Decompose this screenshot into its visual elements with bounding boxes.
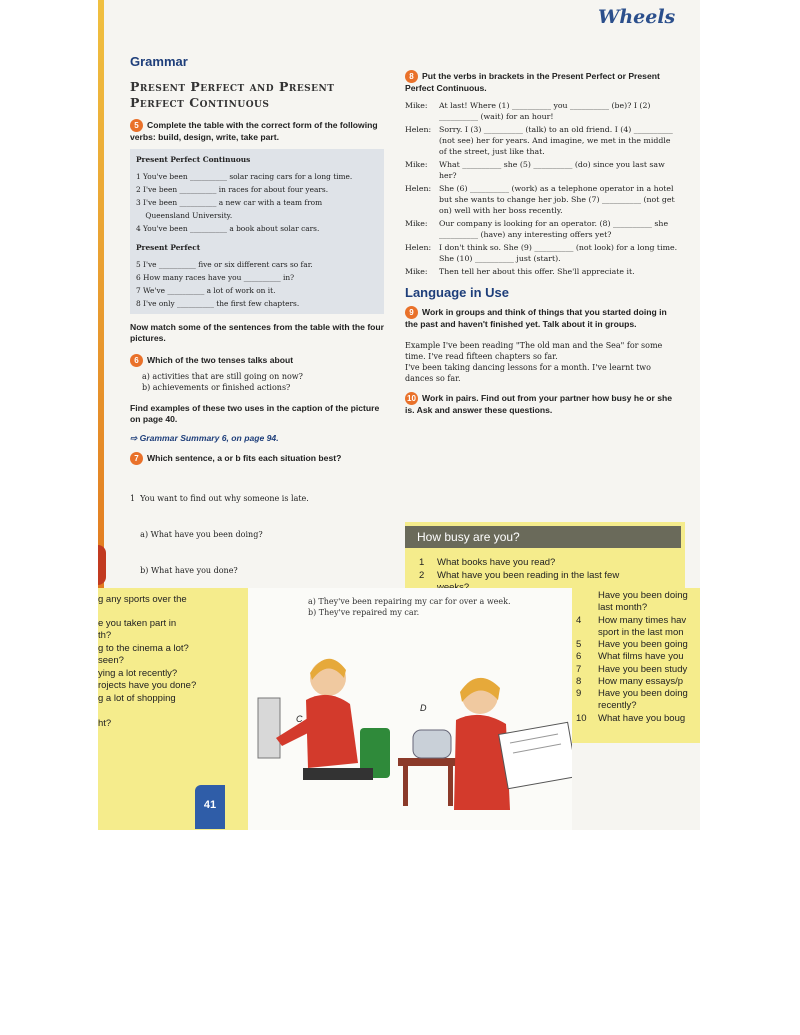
speaker: Helen:: [405, 243, 432, 252]
list-item: a) What have you been doing?: [130, 530, 263, 539]
list-item: 1 You want to find out why someone is late.: [130, 494, 309, 503]
table-heading: Present Perfect Continuous: [136, 155, 251, 164]
right-column: [405, 70, 680, 420]
person-c-figure: [258, 659, 390, 780]
item-number: 1: [419, 557, 425, 568]
table-row: 5 I've __________ five or six different cars so far.: [136, 260, 313, 269]
strip-text: rojects have you done?: [98, 680, 197, 691]
picture-label-c: C: [296, 714, 303, 724]
item-text: How many essays/p: [598, 676, 684, 687]
item-text: How many times hav: [598, 615, 687, 626]
speaker: Mike:: [405, 160, 428, 169]
table-row: 8 I've only __________ the first few chapters.: [136, 299, 300, 308]
exercise-7: [130, 452, 385, 465]
dialogue: [405, 100, 680, 277]
page-edge-stripe: [98, 0, 104, 590]
list-item: [576, 713, 685, 725]
example-text-2: I've been taking dancing lessons for a month. I've learnt two dances so far.: [405, 363, 651, 383]
item-number: 5: [576, 639, 582, 650]
table-row: 6 How many races have you __________ in?: [136, 273, 295, 282]
tense-title-line1: Present Perfect and Present: [130, 79, 335, 94]
unit-title: Wheels: [598, 6, 676, 28]
strip-text: ht?: [98, 718, 112, 729]
summary-text: Grammar Summary 6, on page 94.: [139, 433, 279, 443]
item-number: 9: [576, 688, 582, 699]
speaker: Helen:: [405, 125, 432, 134]
option-b: b) They've repaired my car.: [308, 608, 420, 617]
item-number: 4: [576, 615, 582, 626]
dialogue-line: [405, 159, 680, 181]
strip-text: e you taken part in: [98, 618, 177, 629]
item-text: last month?: [598, 602, 648, 613]
list-item: [576, 590, 688, 602]
exercise-instruction: Work in pairs. Find out from your partner how busy he or she is. Ask and answer these questions.: [405, 393, 673, 415]
table-row: 1 You've been __________ solar racing cars for a long time.: [136, 172, 353, 181]
strip-text: g a lot of shopping: [98, 693, 176, 704]
exercise-number: 10: [405, 392, 418, 405]
exercise-9: [405, 306, 680, 330]
line-text: Then tell her about this offer. She'll appreciate it.: [439, 267, 635, 276]
speaker: Mike:: [405, 267, 428, 276]
item-text: Have you been going: [598, 639, 688, 650]
option-a: a) activities that are still going on now?: [142, 372, 303, 381]
tense-title-line2: Perfect Continuous: [130, 95, 270, 110]
item-text: sport in the last mon: [598, 627, 684, 638]
dialogue-line: [405, 266, 680, 277]
speaker: Helen:: [405, 184, 432, 193]
dialogue-line: [405, 124, 680, 157]
exercise-6: [130, 354, 385, 367]
illustration-panel: [248, 588, 572, 830]
line-text: I don't think so. She (9) __________ (not look) for a long time. She (10) __________ just (start).: [439, 243, 678, 263]
exercise-instruction: Put the verbs in brackets in the Present Perfect or Present Perfect Continuous.: [405, 71, 660, 93]
speaker: Mike:: [405, 219, 428, 228]
match-instruction: Now match some of the sentences from the table with the four pictures.: [130, 322, 385, 343]
example-text: Example I've been reading "The old man and the Sea" for some time. I've read fifteen chapters so far.: [405, 341, 663, 361]
strip-text: seen?: [98, 655, 124, 666]
exercise-instruction: Complete the table with the correct form of the following verbs: build, design, write, take part.: [130, 120, 378, 142]
strip-text: g any sports over the: [98, 594, 187, 605]
table-row: 4 You've been __________ a book about solar cars.: [136, 224, 320, 233]
table-row: 7 We've __________ a lot of work on it.: [136, 286, 276, 295]
list-item: [576, 639, 688, 651]
arrow-right-icon: ⇨: [130, 433, 140, 443]
strip-text: th?: [98, 630, 112, 641]
item-text: Have you been doing: [598, 688, 688, 699]
table-heading: Present Perfect: [136, 243, 201, 252]
busy-panel-title: How busy are you?: [405, 526, 681, 548]
exercise-10: [405, 392, 680, 416]
exercise-instruction: Work in groups and think of things that you started doing in the past and haven't finished yet. Talk about it in groups.: [405, 307, 667, 329]
list-item: [576, 700, 637, 712]
exercise-number: 8: [405, 70, 418, 83]
exercise-number: 7: [130, 452, 143, 465]
table-row: 3 I've been __________ a new car with a team from: [136, 198, 323, 207]
dialogue-line: [405, 242, 680, 264]
item-number: 10: [576, 713, 587, 724]
overlay-right-strip: [572, 588, 700, 743]
line-text: She (6) __________ (work) as a telephone operator in a hotel but she wants to change her job. She (7) __________ (not get on) well with her boss recently.: [439, 184, 675, 215]
item-text: What books have you read?: [437, 557, 556, 568]
item-text: Have you been study: [598, 664, 688, 675]
line-text: Sorry. I (3) __________ (talk) to an old friend. I (4) __________ (not see) her for years. And imagine, we met in the middle of the street, just like that.: [439, 125, 673, 156]
exercise-instruction: Which of the two tenses talks about: [147, 355, 294, 365]
picture-label-d: D: [420, 703, 427, 713]
list-item: [576, 615, 686, 627]
people-illustration: [248, 588, 572, 830]
item-text: What have you been reading in the last few: [437, 570, 620, 581]
item-number: 7: [576, 664, 582, 675]
strip-text: ying a lot recently?: [98, 668, 178, 679]
list-item: [576, 688, 688, 700]
speaker: Mike:: [405, 101, 428, 110]
tense-title: [130, 79, 385, 111]
item-number: 6: [576, 651, 582, 662]
exercise-number: 9: [405, 306, 418, 319]
dialogue-line: [405, 100, 680, 122]
list-item: [576, 602, 647, 614]
list-item: b) What have you done?: [130, 566, 238, 575]
list-item: [419, 557, 555, 568]
person-d-figure: [398, 678, 572, 810]
page-number: 41: [195, 785, 225, 829]
exercise-number: 6: [130, 354, 143, 367]
item-number: 2: [419, 570, 425, 581]
option-a: a) They've been repairing my car for over a week.: [308, 597, 511, 606]
exercise-5: [130, 119, 385, 143]
find-instruction: Find examples of these two uses in the caption of the picture on page 40.: [130, 403, 380, 424]
strip-text: g to the cinema a lot?: [98, 643, 189, 654]
grammar-heading: Grammar: [130, 54, 188, 69]
exercise-instruction: Which sentence, a or b fits each situation best?: [147, 453, 342, 463]
list-item: [576, 651, 684, 663]
line-text: What __________ she (5) __________ (do) since you last saw her?: [439, 160, 665, 180]
item-text: Have you been doing: [598, 590, 688, 601]
verb-table: [130, 149, 384, 314]
item-text: What films have you: [598, 651, 684, 662]
table-row: Queensland University.: [136, 211, 233, 220]
item-text: What have you boug: [598, 713, 686, 724]
item-number: 8: [576, 676, 582, 687]
list-item: [576, 664, 687, 676]
grammar-summary-link[interactable]: [130, 433, 385, 444]
line-text: Our company is looking for an operator. (8) __________ she __________ (have) any interesting offers yet?: [439, 219, 669, 239]
dialogue-line: [405, 183, 680, 216]
table-row: 2 I've been __________ in races for about four years.: [136, 185, 329, 194]
exercise-number: 5: [130, 119, 143, 132]
list-item: [576, 676, 683, 688]
line-text: At last! Where (1) __________ you __________ (be)? I (2) __________ (wait) for an hour!: [439, 101, 651, 121]
page-edge-tab: [98, 545, 106, 585]
item-text: recently?: [598, 700, 637, 711]
option-b: b) achievements or finished actions?: [142, 383, 291, 392]
list-item: [419, 570, 619, 581]
dialogue-line: [405, 218, 680, 240]
overlay-left-strip: [98, 588, 248, 830]
list-item: [576, 627, 684, 639]
exercise-8: [405, 70, 680, 94]
language-in-use-heading: Language in Use: [405, 285, 510, 300]
